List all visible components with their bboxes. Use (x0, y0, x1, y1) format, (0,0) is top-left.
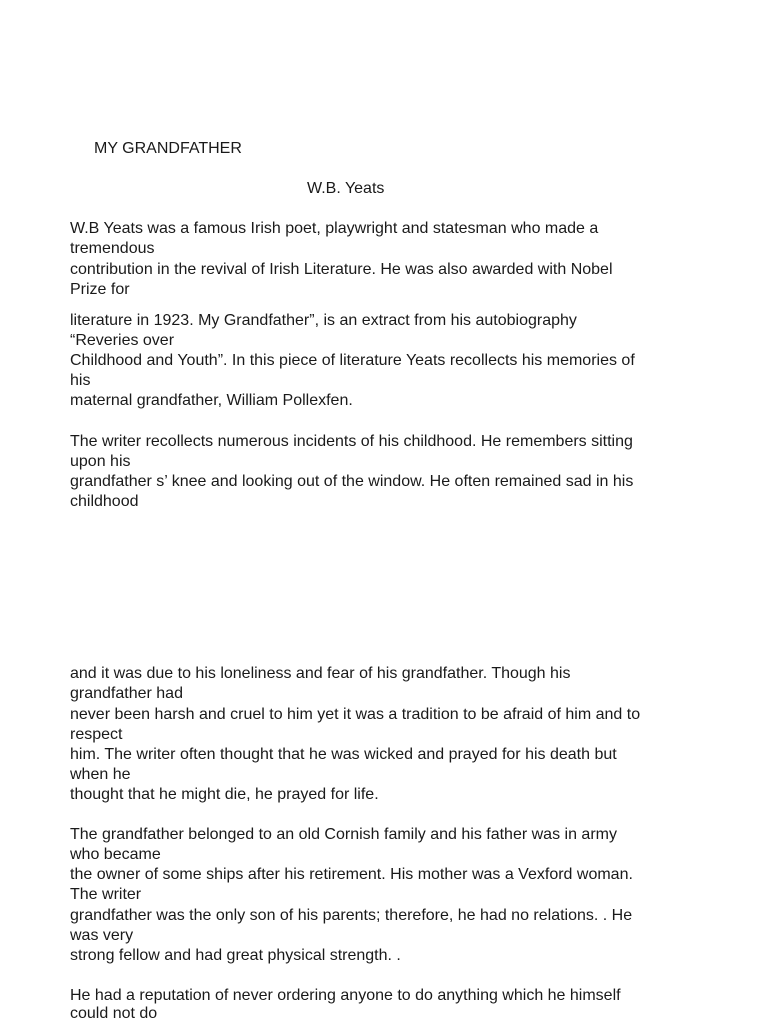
text-line: could not do (70, 1005, 158, 1022)
text-line: literature in 1923. My Grandfather”, is an extract from his autobiography (70, 312, 577, 329)
text-line: childhood (70, 493, 139, 510)
text-line: strong fellow and had great physical strength. . (70, 947, 401, 964)
text-line: “Reveries over (70, 332, 175, 349)
text-line: W.B Yeats was a famous Irish poet, playwright and statesman who made a (70, 220, 599, 237)
text-line: grandfather was the only son of his parents; therefore, he had no relations. . He (70, 907, 633, 924)
text-line: grandfather had (70, 685, 183, 702)
text-line: his (70, 372, 91, 389)
text-line: Prize for (70, 281, 130, 298)
text-line: The writer (70, 886, 142, 903)
text-line: maternal grandfather, William Pollexfen. (70, 392, 353, 409)
text-line: The grandfather belonged to an old Cornish family and his father was in army (70, 826, 617, 843)
text-line: contribution in the revival of Irish Literature. He was also awarded with Nobel (70, 261, 613, 278)
text-line: when he (70, 766, 131, 783)
text-line: respect (70, 726, 123, 743)
text-line: and it was due to his loneliness and fear of his grandfather. Though his (70, 665, 571, 682)
text-line: the owner of some ships after his retirement. His mother was a Vexford woman. (70, 866, 633, 883)
text-line: He had a reputation of never ordering anyone to do anything which he himself (70, 987, 621, 1004)
document-author: W.B. Yeats (307, 180, 385, 197)
text-line: was very (70, 927, 134, 944)
text-line: tremendous (70, 240, 155, 257)
text-line: who became (70, 846, 161, 863)
document-title: MY GRANDFATHER (94, 140, 242, 157)
text-line: him. The writer often thought that he was wicked and prayed for his death but (70, 746, 617, 763)
text-line: grandfather s’ knee and looking out of the window. He often remained sad in his (70, 473, 634, 490)
text-line: thought that he might die, he prayed for life. (70, 786, 379, 803)
text-line: never been harsh and cruel to him yet it was a tradition to be afraid of him and to (70, 706, 641, 723)
text-line: Childhood and Youth”. In this piece of literature Yeats recollects his memories of (70, 352, 635, 369)
text-line: upon his (70, 453, 131, 470)
text-line: The writer recollects numerous incidents of his childhood. He remembers sitting (70, 433, 633, 450)
